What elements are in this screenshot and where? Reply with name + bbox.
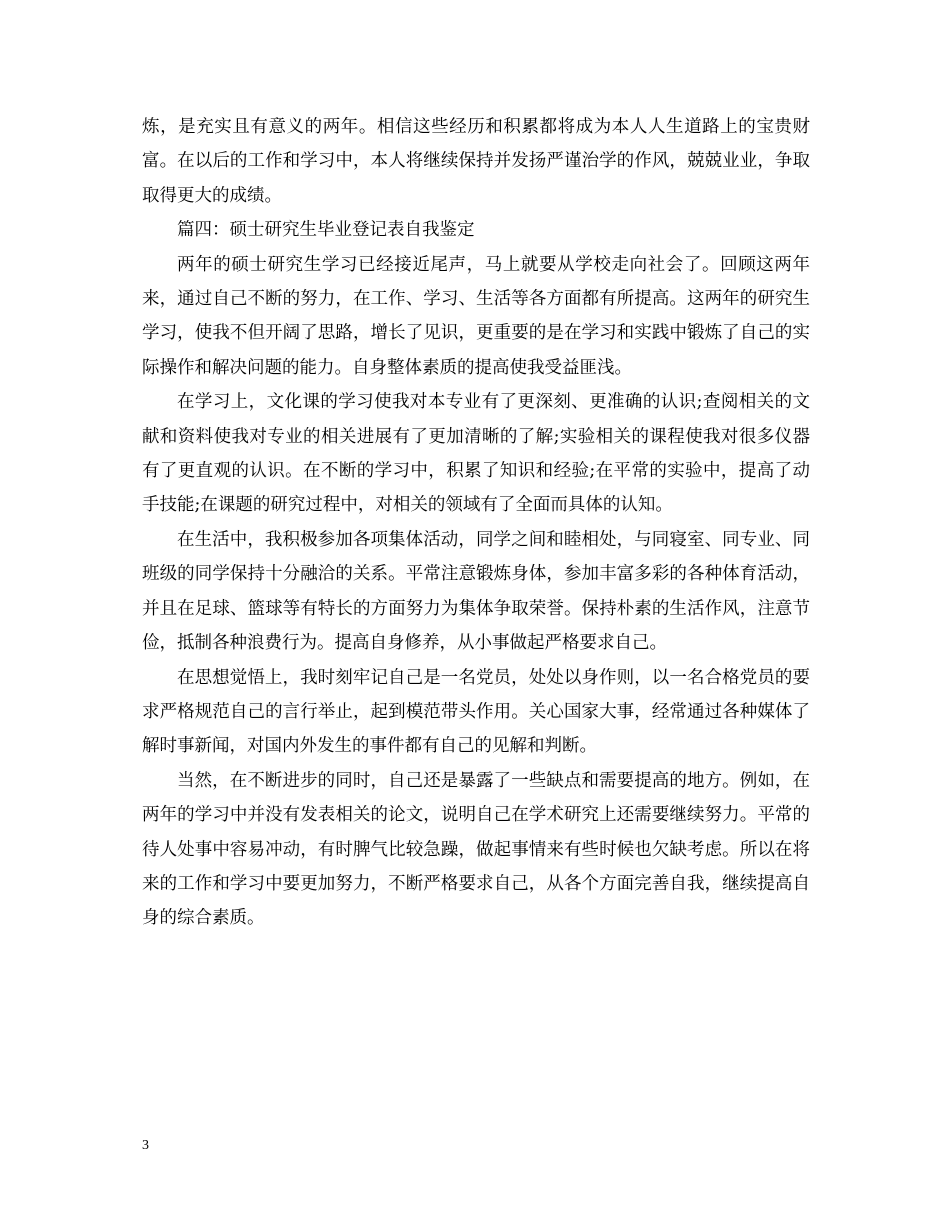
page-number: 3: [142, 1138, 149, 1153]
paragraph-study: 在学习上，文化课的学习使我对本专业有了更深刻、更准确的认识;查阅相关的文献和资料使我对专业的相关进展有了更加清晰的了解;实验相关的课程使我对很多仪器有了更直观的认识。在不断的学习中，积累了知识和经验;在平常的实验中，提高了动手技能;在课题的研究过程中，对相关的领域有了全面而具体的认知。: [142, 392, 810, 516]
section-heading: 篇四：硕士研究生毕业登记表自我鉴定: [177, 220, 475, 241]
document-body: [142, 110, 810, 936]
paragraph-continuation: 炼，是充实且有意义的两年。相信这些经历和积累都将成为本人人生道路上的宝贵财富。在以后的工作和学习中，本人将继续保持并发扬严谨治学的作风，兢兢业业，争取取得更大的成绩。: [142, 117, 810, 206]
paragraph-intro: 两年的硕士研究生学习已经接近尾声，马上就要从学校走向社会了。回顾这两年来，通过自己不断的努力，在工作、学习、生活等各方面都有所提高。这两年的研究生学习，使我不但开阔了思路，增长了见识，更重要的是在学习和实践中锻炼了自己的实际操作和解决问题的能力。自身整体素质的提高使我受益匪浅。: [142, 254, 810, 378]
paragraph-ideology: 在思想觉悟上，我时刻牢记自己是一名党员，处处以身作则，以一名合格党员的要求严格规范自己的言行举止，起到模范带头作用。关心国家大事，经常通过各种媒体了解时事新闻，对国内外发生的事件都有自己的见解和判断。: [142, 667, 810, 757]
paragraph-shortcomings: 当然，在不断进步的同时，自己还是暴露了一些缺点和需要提高的地方。例如，在两年的学习中并没有发表相关的论文，说明自己在学术研究上还需要继续努力。平常的待人处事中容易冲动，有时脾气比较急躁，做起事情来有些时候也欠缺考虑。所以在将来的工作和学习中要更加努力，不断严格要求自己，从各个方面完善自我，继续提高自身的综合素质。: [142, 770, 810, 929]
paragraph-life: 在生活中，我积极参加各项集体活动，同学之间和睦相处，与同寝室、同专业、同班级的同学保持十分融洽的关系。平常注意锻炼身体，参加丰富多彩的各种体育活动，并且在足球、篮球等有特长的方面努力为集体争取荣誉。保持朴素的生活作风，注意节俭，抵制各种浪费行为。提高自身修养，从小事做起严格要求自己。: [142, 529, 810, 654]
